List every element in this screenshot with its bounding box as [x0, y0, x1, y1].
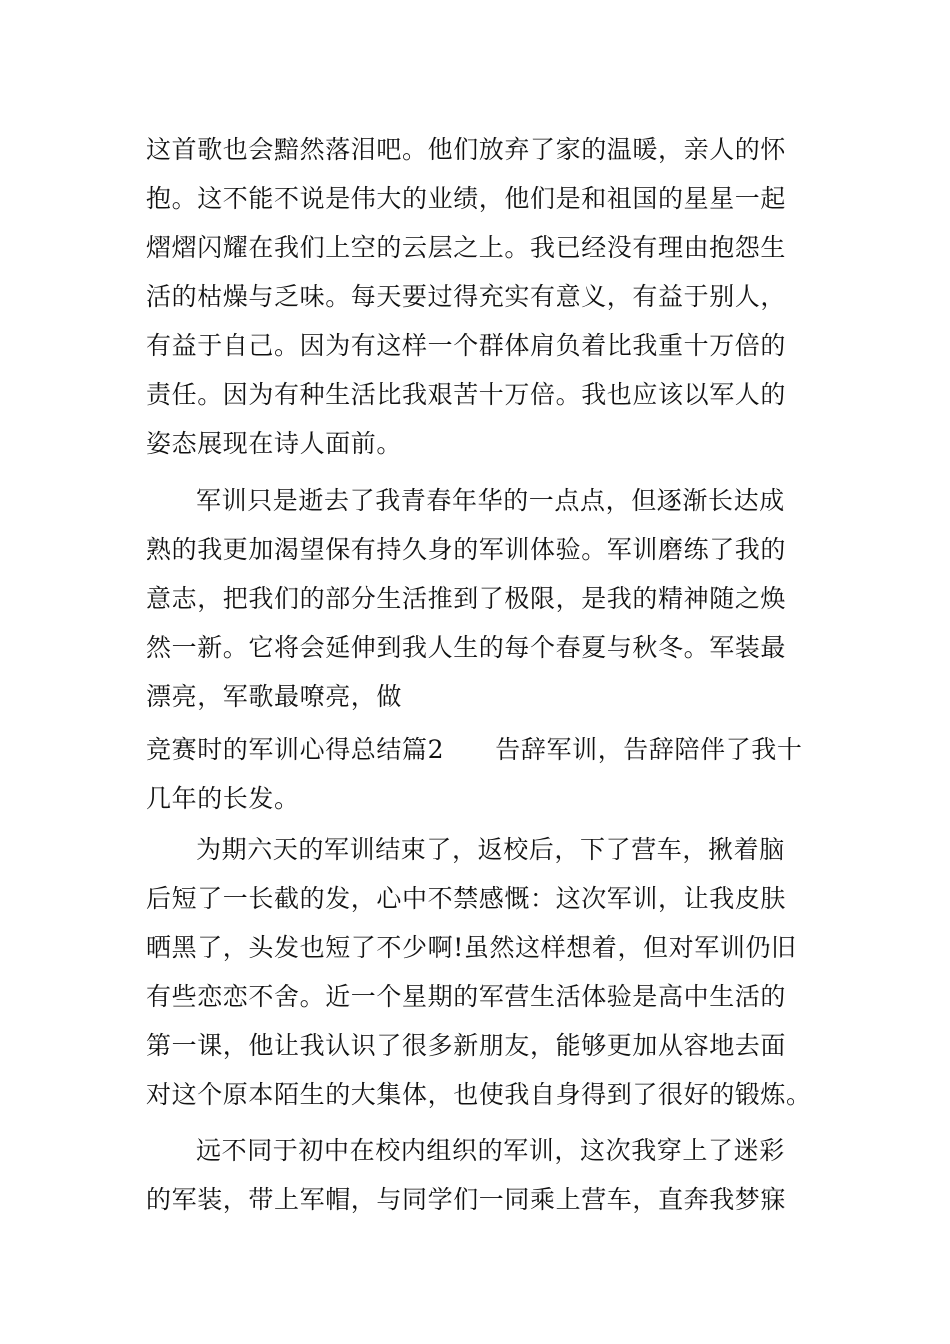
text-line: 责任。因为有种生活比我艰苦十万倍。我也应该以军人的: [146, 380, 787, 409]
paragraph-first-line: 远不同于初中在校内组织的军训，这次我穿上了迷彩: [196, 1136, 785, 1165]
section-title-line: 竞赛时的军训心得总结篇2 告辞军训，告辞陪伴了我十: [146, 735, 803, 764]
text-line: 第一课，他让我认识了很多新朋友，能够更加从容地去面: [146, 1031, 787, 1060]
text-line: 熟的我更加渴望保有持久身的军训体验。军训磨练了我的: [146, 535, 787, 564]
text-line: 姿态展现在诗人面前。: [146, 429, 403, 458]
text-line: 的军装，带上军帽，与同学们一同乘上营车，直奔我梦寐: [146, 1185, 787, 1214]
text-line: 有些恋恋不舍。近一个星期的军营生活体验是高中生活的: [146, 982, 787, 1011]
text-line: 晒黑了，头发也短了不少啊!虽然这样想着，但对军训仍旧: [146, 933, 797, 962]
paragraph-first-line: 为期六天的军训结束了，返校后，下了营车，揪着脑: [196, 835, 785, 864]
text-line: 抱。这不能不说是伟大的业绩，他们是和祖国的星星一起: [146, 184, 787, 213]
text-line: 意志，把我们的部分生活推到了极限，是我的精神随之焕: [146, 584, 787, 613]
text-line: 然一新。它将会延伸到我人生的每个春夏与秋冬。军装最: [146, 633, 787, 662]
text-line: 漂亮，军歌最嘹亮，做: [146, 682, 403, 711]
text-line: 对这个原本陌生的大集体，也使我自身得到了很好的锻炼。: [146, 1080, 812, 1109]
text-line: 后短了一长截的发，心中不禁感慨：这次军训，让我皮肤: [146, 884, 787, 913]
text-line: 几年的长发。: [146, 784, 300, 813]
text-line: 这首歌也会黯然落泪吧。他们放弃了家的温暖，亲人的怀: [146, 135, 787, 164]
text-line: 有益于自己。因为有这样一个群体肩负着比我重十万倍的: [146, 331, 787, 360]
text-line: 活的枯燥与乏味。每天要过得充实有意义，有益于别人，: [146, 282, 787, 311]
paragraph-first-line: 军训只是逝去了我青春年华的一点点，但逐渐长达成: [196, 486, 785, 515]
text-line: 熠熠闪耀在我们上空的云层之上。我已经没有理由抱怨生: [146, 233, 787, 262]
